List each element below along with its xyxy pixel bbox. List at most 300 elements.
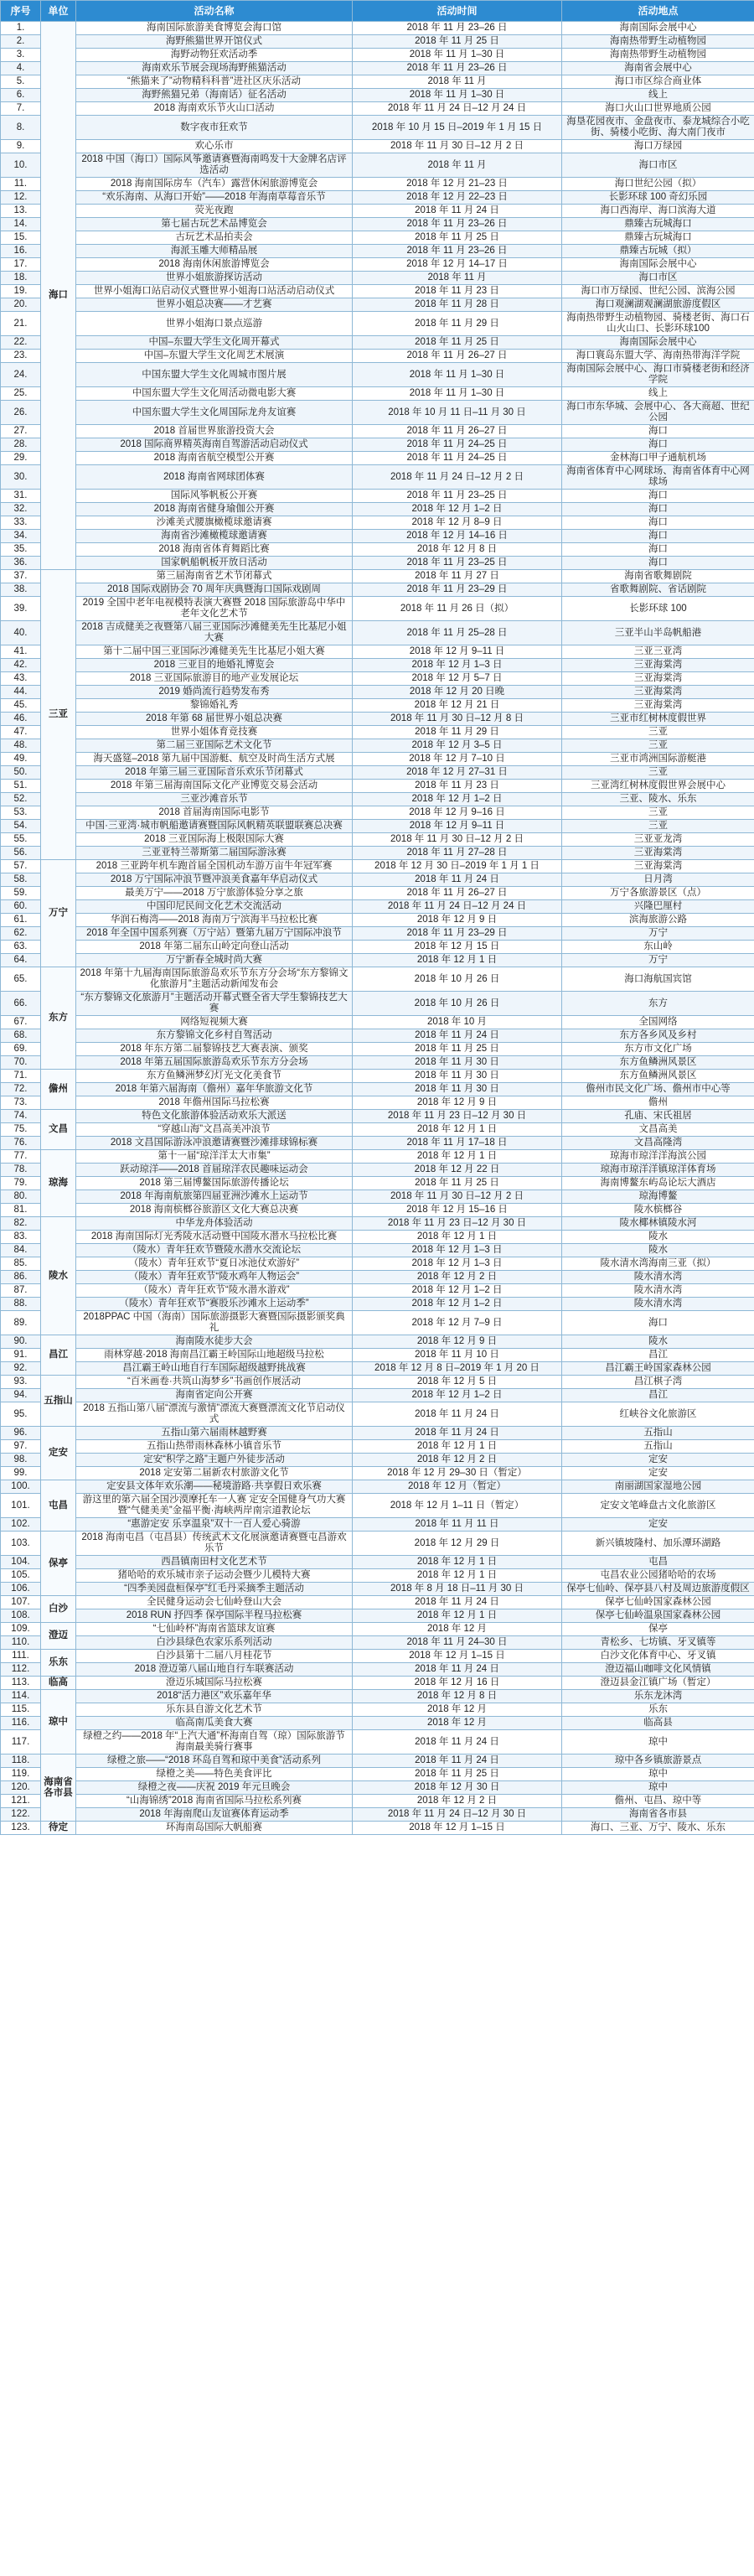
event-time: 2018 年 12 月 (353, 1703, 562, 1717)
event-name: 国际风筝帆板公开赛 (76, 490, 353, 503)
event-place: 东方各乡风及乡村 (562, 1029, 754, 1043)
event-name: 2018 海南省健身瑜伽公开赛 (76, 503, 353, 516)
event-place: 海口 (562, 530, 754, 543)
row-index: 31. (1, 490, 41, 503)
event-name: 2018 三亚跨年机车跑首届全国机动车游万亩牛年冠军赛 (76, 860, 353, 873)
event-place: 定安 (562, 1518, 754, 1532)
event-place: 海口 (562, 490, 754, 503)
event-name: 乐东县自游文化艺术节 (76, 1703, 353, 1717)
row-index: 109. (1, 1623, 41, 1636)
table-row (1, 1781, 754, 1795)
event-place: 海口万绿园 (562, 140, 754, 153)
event-name: 全民健身运动会七仙岭登山大会 (76, 1596, 353, 1609)
event-place: 琼中 (562, 1730, 754, 1754)
table-row (1, 1703, 754, 1717)
event-name: 特色文化旅游体验活动欢乐大派送 (76, 1110, 353, 1123)
event-name: 海南欢乐节展会现场海野熊猫活动 (76, 62, 353, 75)
event-place: 海口 (562, 425, 754, 438)
event-time: 2018 年 12 月 1 日 (353, 1569, 562, 1583)
row-index: 73. (1, 1096, 41, 1110)
row-index: 43. (1, 672, 41, 686)
event-name: 中国东盟大学生文化周城市图片展 (76, 363, 353, 387)
event-name: 绿橙之美——特色美食评比 (76, 1768, 353, 1781)
unit-cell: 待定 (41, 1822, 76, 1835)
event-name: 华润石梅湾——2018 海南万宁滨海半马拉松比赛 (76, 914, 353, 927)
table-row (1, 245, 754, 258)
event-time: 2018 年 8 月 18 日–11 月 30 日 (353, 1583, 562, 1596)
event-time: 2018 年 12 月 30 日 (353, 1781, 562, 1795)
event-name: （陵水）青年狂欢节“陵水鸡年人物运会” (76, 1271, 353, 1284)
event-time: 2018 年 12 月 1 日 (353, 1231, 562, 1244)
event-name: 2018 海南屯昌（屯昌县）传统武术文化展演邀请赛暨屯昌游欢乐节 (76, 1532, 353, 1556)
event-place: 南丽湖国家湿地公园 (562, 1480, 754, 1494)
event-name: 2019 婚尚流行趋势发布秀 (76, 686, 353, 699)
event-time: 2018 年 12 月 14–16 日 (353, 530, 562, 543)
event-name: 2019 全国中老年电视模特表演大赛暨 2018 国际旅游岛中华中老年文化艺术节 (76, 597, 353, 621)
event-time: 2018 年 12 月 30 日–2019 年 1 月 1 日 (353, 860, 562, 873)
event-place: 三亚 (562, 806, 754, 820)
table-row (1, 992, 754, 1016)
event-name: “惠游定安 乐享温泉”双十一百人爱心骑游 (76, 1518, 353, 1532)
event-name: 世界小姐总决赛——才艺赛 (76, 298, 353, 312)
row-index: 65. (1, 967, 41, 992)
event-time: 2018 年 12 月 2 日 (353, 1454, 562, 1467)
event-name: 2018 第三届博鳌国际旅游传播论坛 (76, 1177, 353, 1190)
event-time: 2018 年 12 月 8–9 日 (353, 516, 562, 530)
event-name: 2018 年第十九届海南国际旅游岛欢乐节东方分会场“东方黎锦文化旅游月”主题活动新闻发布会 (76, 967, 353, 992)
event-place: 保亭七仙岭、保亭县八村及周边旅游度假区 (562, 1583, 754, 1596)
event-name: 万宁新春全城时尚大赛 (76, 954, 353, 967)
row-index: 100. (1, 1480, 41, 1494)
event-name: 世界小姐海口景点巡游 (76, 312, 353, 336)
table-row (1, 530, 754, 543)
event-name: 东方黎锦文化乡村自驾活动 (76, 1029, 353, 1043)
row-index: 33. (1, 516, 41, 530)
table-row (1, 1822, 754, 1835)
event-place: 三亚市鸿洲国际游艇港 (562, 753, 754, 766)
row-index: 68. (1, 1029, 41, 1043)
event-name: 数字夜市狂欢节 (76, 116, 353, 140)
event-name: （陵水）青年狂欢节暨陵水潜水交流论坛 (76, 1244, 353, 1257)
row-index: 55. (1, 833, 41, 847)
event-name: 2018 中国（海口）国际风筝邀请赛暨海南鸣发十大金牌名店评选活动 (76, 153, 353, 178)
event-name: “东方黎锦文化旅游月”主题活动开幕式暨全省大学生黎锦技艺大赛 (76, 992, 353, 1016)
table-row (1, 336, 754, 350)
row-index: 29. (1, 452, 41, 465)
event-time: 2018 年 11 月 23–26 日 (353, 218, 562, 231)
table-row (1, 873, 754, 887)
row-index: 24. (1, 363, 41, 387)
event-name: 中国印尼民间文化艺术交流活动 (76, 900, 353, 914)
table-row (1, 191, 754, 205)
event-time: 2018 年 11 月 24 日 (353, 1029, 562, 1043)
unit-cell: 昌江 (41, 1335, 76, 1376)
event-place: 三亚 (562, 820, 754, 833)
event-place: 海口市万绿园、世纪公园、滨海公园 (562, 285, 754, 298)
unit-cell: 文昌 (41, 1110, 76, 1150)
event-time: 2018 年 12 月 1–11 日（暂定） (353, 1494, 562, 1518)
event-place: 三亚市红树林度假世界 (562, 713, 754, 726)
event-place: 屯昌 (562, 1556, 754, 1569)
event-place: 海南博鳌东屿岛论坛大酒店 (562, 1177, 754, 1190)
table-row (1, 425, 754, 438)
event-name: 2018 三亚国际旅游目的地产业发展论坛 (76, 672, 353, 686)
row-index: 42. (1, 659, 41, 672)
table-row (1, 102, 754, 116)
table-row (1, 35, 754, 49)
event-place: 屯昌农业公园猪哈哈的农场 (562, 1569, 754, 1583)
event-place: 三亚三亚湾 (562, 645, 754, 659)
table-row (1, 1440, 754, 1454)
table-row (1, 1335, 754, 1349)
event-place: 三亚海棠湾 (562, 659, 754, 672)
event-name: （陵水）青年狂欢节“夏日冰池仗欢游好” (76, 1257, 353, 1271)
event-name: 2018 RUN 抒四季 保亭国际半程马拉松赛 (76, 1609, 353, 1623)
table-row (1, 1376, 754, 1389)
event-name: 三亚沙滩音乐节 (76, 793, 353, 806)
row-index: 39. (1, 597, 41, 621)
event-time: 2018 年 11 月 (353, 75, 562, 89)
unit-cell: 儋州 (41, 1070, 76, 1110)
table-row (1, 1043, 754, 1056)
event-time: 2018 年 11 月 29 日 (353, 726, 562, 739)
table-row (1, 89, 754, 102)
event-name: 2018 海南休闲旅游博览会 (76, 258, 353, 272)
event-time: 2018 年 12 月 2 日 (353, 1271, 562, 1284)
event-name: （陵水）青年狂欢节“陵水潜水游戏” (76, 1284, 353, 1298)
event-place: 陵水 (562, 1335, 754, 1349)
event-time: 2018 年 12 月 9 日 (353, 1335, 562, 1349)
event-place: 海口市区 (562, 272, 754, 285)
table-row (1, 231, 754, 245)
event-name: 中国–东盟大学生文化周开幕式 (76, 336, 353, 350)
event-name: 2018 年第三届三亚国际音乐欢乐节闭幕式 (76, 766, 353, 780)
row-index: 93. (1, 1376, 41, 1389)
row-index: 6. (1, 89, 41, 102)
table-row (1, 820, 754, 833)
unit-cell: 屯昌 (41, 1480, 76, 1532)
event-place: 海垦花园夜市、金盘夜市、泰龙城综合小吃街、骑楼小吃街、海大南门夜市 (562, 116, 754, 140)
event-place: 海口市区 (562, 153, 754, 178)
unit-cell: 澄迈 (41, 1623, 76, 1650)
table-row (1, 1480, 754, 1494)
event-place: 东山岭 (562, 941, 754, 954)
event-name: （陵水）青年狂欢节“赛股乐沙滩水上运动季” (76, 1298, 353, 1311)
event-name: “四季美园盘桓保亭”红毛丹采摘季主题活动 (76, 1583, 353, 1596)
event-time: 2018 年 11 月 25 日 (353, 1043, 562, 1056)
row-index: 60. (1, 900, 41, 914)
table-row (1, 1083, 754, 1096)
event-time: 2018 年 11 月 24 日 (353, 1663, 562, 1677)
row-index: 83. (1, 1231, 41, 1244)
row-index: 18. (1, 272, 41, 285)
unit-cell: 白沙 (41, 1596, 76, 1623)
event-place: 儋州市民文化广场、儋州市中心等 (562, 1083, 754, 1096)
event-time: 2018 年 12 月 3–5 日 (353, 739, 562, 753)
event-time: 2018 年 11 月 30 日–12 月 2 日 (353, 833, 562, 847)
event-name: 世界小姐海口站启动仪式暨世界小姐海口站活动启动仪式 (76, 285, 353, 298)
event-place: 琼中 (562, 1781, 754, 1795)
table-row (1, 1427, 754, 1440)
table-row (1, 699, 754, 713)
event-name: 2018 首届世界旅游投资大会 (76, 425, 353, 438)
event-name: 2018 年第二届东山岭定向登山活动 (76, 941, 353, 954)
event-name: 中国东盟大学生文化周国际龙舟友谊赛 (76, 401, 353, 425)
row-index: 45. (1, 699, 41, 713)
row-index: 99. (1, 1467, 41, 1480)
event-name: 2018 海南省航空模型公开赛 (76, 452, 353, 465)
event-time: 2018 年 10 月 11 日–11 月 30 日 (353, 401, 562, 425)
table-row (1, 140, 754, 153)
row-index: 70. (1, 1056, 41, 1070)
event-time: 2018 年 12 月 1 日 (353, 954, 562, 967)
row-index: 22. (1, 336, 41, 350)
table-row (1, 1569, 754, 1583)
row-index: 14. (1, 218, 41, 231)
event-place: 红峡谷文化旅游区 (562, 1402, 754, 1427)
table-row (1, 452, 754, 465)
row-index: 103. (1, 1532, 41, 1556)
event-time: 2018 年 11 月 24–30 日 (353, 1636, 562, 1650)
event-place: 文昌高隆湾 (562, 1137, 754, 1150)
row-index: 69. (1, 1043, 41, 1056)
table-row (1, 178, 754, 191)
table-row (1, 847, 754, 860)
event-place: 日月湾 (562, 873, 754, 887)
event-name: 定安“积学之路”主题户外徒步活动 (76, 1454, 353, 1467)
table-row (1, 1244, 754, 1257)
row-index: 74. (1, 1110, 41, 1123)
row-index: 118. (1, 1754, 41, 1768)
table-row (1, 1150, 754, 1164)
table-row (1, 1056, 754, 1070)
row-index: 3. (1, 49, 41, 62)
table-row (1, 583, 754, 597)
event-place: 海口、三亚、万宁、陵水、乐东 (562, 1822, 754, 1835)
event-time: 2018 年 12 月 21 日 (353, 699, 562, 713)
table-row (1, 806, 754, 820)
event-time: 2018 年 11 月 23–25 日 (353, 557, 562, 570)
event-place: 海口世纪公园（拟） (562, 178, 754, 191)
event-time: 2018 年 12 月 1 日 (353, 1440, 562, 1454)
event-place: 长影环球 100 奇幻乐园 (562, 191, 754, 205)
event-place: 琼中各乡镇旅游景点 (562, 1754, 754, 1768)
event-name: 海南国际旅游美食博览会海口馆 (76, 22, 353, 35)
row-index: 105. (1, 1569, 41, 1583)
table-row (1, 887, 754, 900)
table-row (1, 793, 754, 806)
row-index: 76. (1, 1137, 41, 1150)
row-index: 34. (1, 530, 41, 543)
unit-cell: 海口 (41, 22, 76, 570)
row-index: 15. (1, 231, 41, 245)
event-name: 2018 国际商界精英海南自驾游活动启动仪式 (76, 438, 353, 452)
row-index: 117. (1, 1730, 41, 1754)
event-name: 五指山热带雨林森林小镇音乐节 (76, 1440, 353, 1454)
row-index: 52. (1, 793, 41, 806)
event-name: 2018 文昌国际游泳冲浪邀请赛暨沙滩排球锦标赛 (76, 1137, 353, 1150)
row-index: 122. (1, 1808, 41, 1822)
row-index: 17. (1, 258, 41, 272)
event-place: 三亚海棠湾 (562, 672, 754, 686)
event-place: 海南省各市县 (562, 1808, 754, 1822)
event-time: 2018 年 11 月 25 日 (353, 336, 562, 350)
header-place: 活动地点 (562, 1, 754, 22)
event-place: 陵水 (562, 1231, 754, 1244)
event-time: 2018 年 12 月 16 日 (353, 1677, 562, 1690)
table-row (1, 1808, 754, 1822)
table-row (1, 1016, 754, 1029)
event-place: 保亭七仙岭温泉国家森林公园 (562, 1609, 754, 1623)
event-place: 万宁 (562, 927, 754, 941)
event-place: 海南热带野生动植物园、骑楼老街、海口石山火山口、长影环球100 (562, 312, 754, 336)
table-row (1, 1177, 754, 1190)
event-time: 2018 年 12 月 7–9 日 (353, 1311, 562, 1335)
row-index: 67. (1, 1016, 41, 1029)
row-index: 92. (1, 1362, 41, 1376)
row-index: 96. (1, 1427, 41, 1440)
event-place: 全国网络 (562, 1016, 754, 1029)
event-name: 2018 首届海南国际电影节 (76, 806, 353, 820)
table-row (1, 713, 754, 726)
event-name: 海南陵水徒步大会 (76, 1335, 353, 1349)
event-time: 2018 年 11 月 23 日–12 月 30 日 (353, 1217, 562, 1231)
row-index: 21. (1, 312, 41, 336)
event-time: 2018 年 11 月 24 日 (353, 1596, 562, 1609)
table-row (1, 927, 754, 941)
event-time: 2018 年 11 月 24–25 日 (353, 452, 562, 465)
table-row (1, 543, 754, 557)
table-row (1, 1583, 754, 1596)
row-index: 91. (1, 1349, 41, 1362)
event-name: 环海南岛国际大帆船赛 (76, 1822, 353, 1835)
event-name: 2018 年海南爬山友谊赛体育运动季 (76, 1808, 353, 1822)
table-body (1, 22, 754, 1835)
event-time: 2018 年 11 月 24 日 (353, 205, 562, 218)
table-row (1, 205, 754, 218)
event-time: 2018 年 12 月 1–3 日 (353, 1257, 562, 1271)
event-name: 2018 年全国中国系列赛（万宁站）暨第九届万宁国际冲浪节 (76, 927, 353, 941)
event-name: “欢乐海南、从海口开始”——2018 年海南草莓音乐节 (76, 191, 353, 205)
event-name: 三亚亚特兰蒂斯第二届国际游泳赛 (76, 847, 353, 860)
event-time: 2018 年 11 月 23–25 日 (353, 490, 562, 503)
row-index: 26. (1, 401, 41, 425)
event-place: 三亚海棠湾 (562, 847, 754, 860)
table-row (1, 1362, 754, 1376)
event-name: 2018 海南欢乐节火山口活动 (76, 102, 353, 116)
table-row (1, 312, 754, 336)
event-time: 2018 年 12 月 5–7 日 (353, 672, 562, 686)
table-row (1, 1596, 754, 1609)
table-row (1, 726, 754, 739)
event-time: 2018 年 11 月 25 日 (353, 231, 562, 245)
row-index: 37. (1, 570, 41, 583)
event-time: 2018 年 12 月 2 日 (353, 1795, 562, 1808)
row-index: 119. (1, 1768, 41, 1781)
event-name: 海南省定向公开赛 (76, 1389, 353, 1402)
event-place: 海口西海岸、海口滨海大道 (562, 205, 754, 218)
table-row (1, 503, 754, 516)
event-time: 2018 年 12 月 8 日 (353, 543, 562, 557)
event-name: 中国东盟大学生文化周活动微电影大赛 (76, 387, 353, 401)
event-time: 2018 年 12 月 1–2 日 (353, 1284, 562, 1298)
event-time: 2018 年 11 月 30 日–12 月 2 日 (353, 140, 562, 153)
event-place: 海南国际会展中心 (562, 22, 754, 35)
event-time: 2018 年 12 月 22 日 (353, 1164, 562, 1177)
event-time: 2018 年 11 月 23 日–12 月 30 日 (353, 1110, 562, 1123)
event-place: 线上 (562, 387, 754, 401)
event-time: 2018 年 12 月 9 日 (353, 914, 562, 927)
table-row (1, 1717, 754, 1730)
event-place: 三亚 (562, 766, 754, 780)
table-row (1, 1231, 754, 1244)
row-index: 11. (1, 178, 41, 191)
row-index: 87. (1, 1284, 41, 1298)
row-index: 101. (1, 1494, 41, 1518)
table-row (1, 116, 754, 140)
event-time: 2018 年 12 月 21–23 日 (353, 178, 562, 191)
event-name: 2018 年第三届海南国际文化产业博览交易会活动 (76, 780, 353, 793)
event-place: 三亚 (562, 726, 754, 739)
row-index: 19. (1, 285, 41, 298)
event-time: 2018 年 11 月 25 日 (353, 35, 562, 49)
table-row (1, 1349, 754, 1362)
unit-cell: 陵水 (41, 1217, 76, 1335)
event-time: 2018 年 12 月 1–3 日 (353, 1244, 562, 1257)
unit-cell: 定安 (41, 1427, 76, 1480)
event-time: 2018 年 11 月 1–30 日 (353, 49, 562, 62)
event-place: 海口 (562, 557, 754, 570)
row-index: 94. (1, 1389, 41, 1402)
table-row (1, 1795, 754, 1808)
event-name: 临高南瓜美食大赛 (76, 1717, 353, 1730)
event-place: 海口 (562, 543, 754, 557)
event-name: 沙滩美式腰旗橄榄球邀请赛 (76, 516, 353, 530)
event-place: 陵水清水湾 (562, 1284, 754, 1298)
table-row (1, 218, 754, 231)
event-time: 2018 年 12 月 15 日 (353, 941, 562, 954)
event-name: 东方鱼鳞洲梦幻灯光文化美食节 (76, 1070, 353, 1083)
event-place: 陵水清水湾海南三亚（拟） (562, 1257, 754, 1271)
table-row (1, 672, 754, 686)
unit-cell: 乐东 (41, 1650, 76, 1677)
row-index: 46. (1, 713, 41, 726)
table-row (1, 739, 754, 753)
event-place: 东方鱼鳞洲风景区 (562, 1056, 754, 1070)
event-time: 2018 年 11 月 24 日 (353, 1754, 562, 1768)
event-place: 海口火山口世界地质公园 (562, 102, 754, 116)
table-row (1, 1070, 754, 1083)
event-name: 绿橙之约——2018 年“上汽大通”杯海南自驾（琼）国际旅游节海南最美骑行赛事 (76, 1730, 353, 1754)
table-row (1, 75, 754, 89)
event-place: 琼海博鳌 (562, 1190, 754, 1204)
row-index: 62. (1, 927, 41, 941)
table-row (1, 766, 754, 780)
table-row (1, 645, 754, 659)
event-time: 2018 年 11 月 27–28 日 (353, 847, 562, 860)
table-row (1, 401, 754, 425)
event-time: 2018 年 11 月 23–26 日 (353, 62, 562, 75)
event-time: 2018 年 11 月 24–25 日 (353, 438, 562, 452)
unit-cell: 五指山 (41, 1376, 76, 1427)
event-name: 2018 年东方第二届黎锦技艺大赛表演、颁奖 (76, 1043, 353, 1056)
event-name: 2018 国际戏剧协会 70 周年庆典暨海口国际戏剧周 (76, 583, 353, 597)
table-row (1, 1532, 754, 1556)
table-row (1, 860, 754, 873)
table-row (1, 1690, 754, 1703)
table-row (1, 900, 754, 914)
header-time: 活动时间 (353, 1, 562, 22)
